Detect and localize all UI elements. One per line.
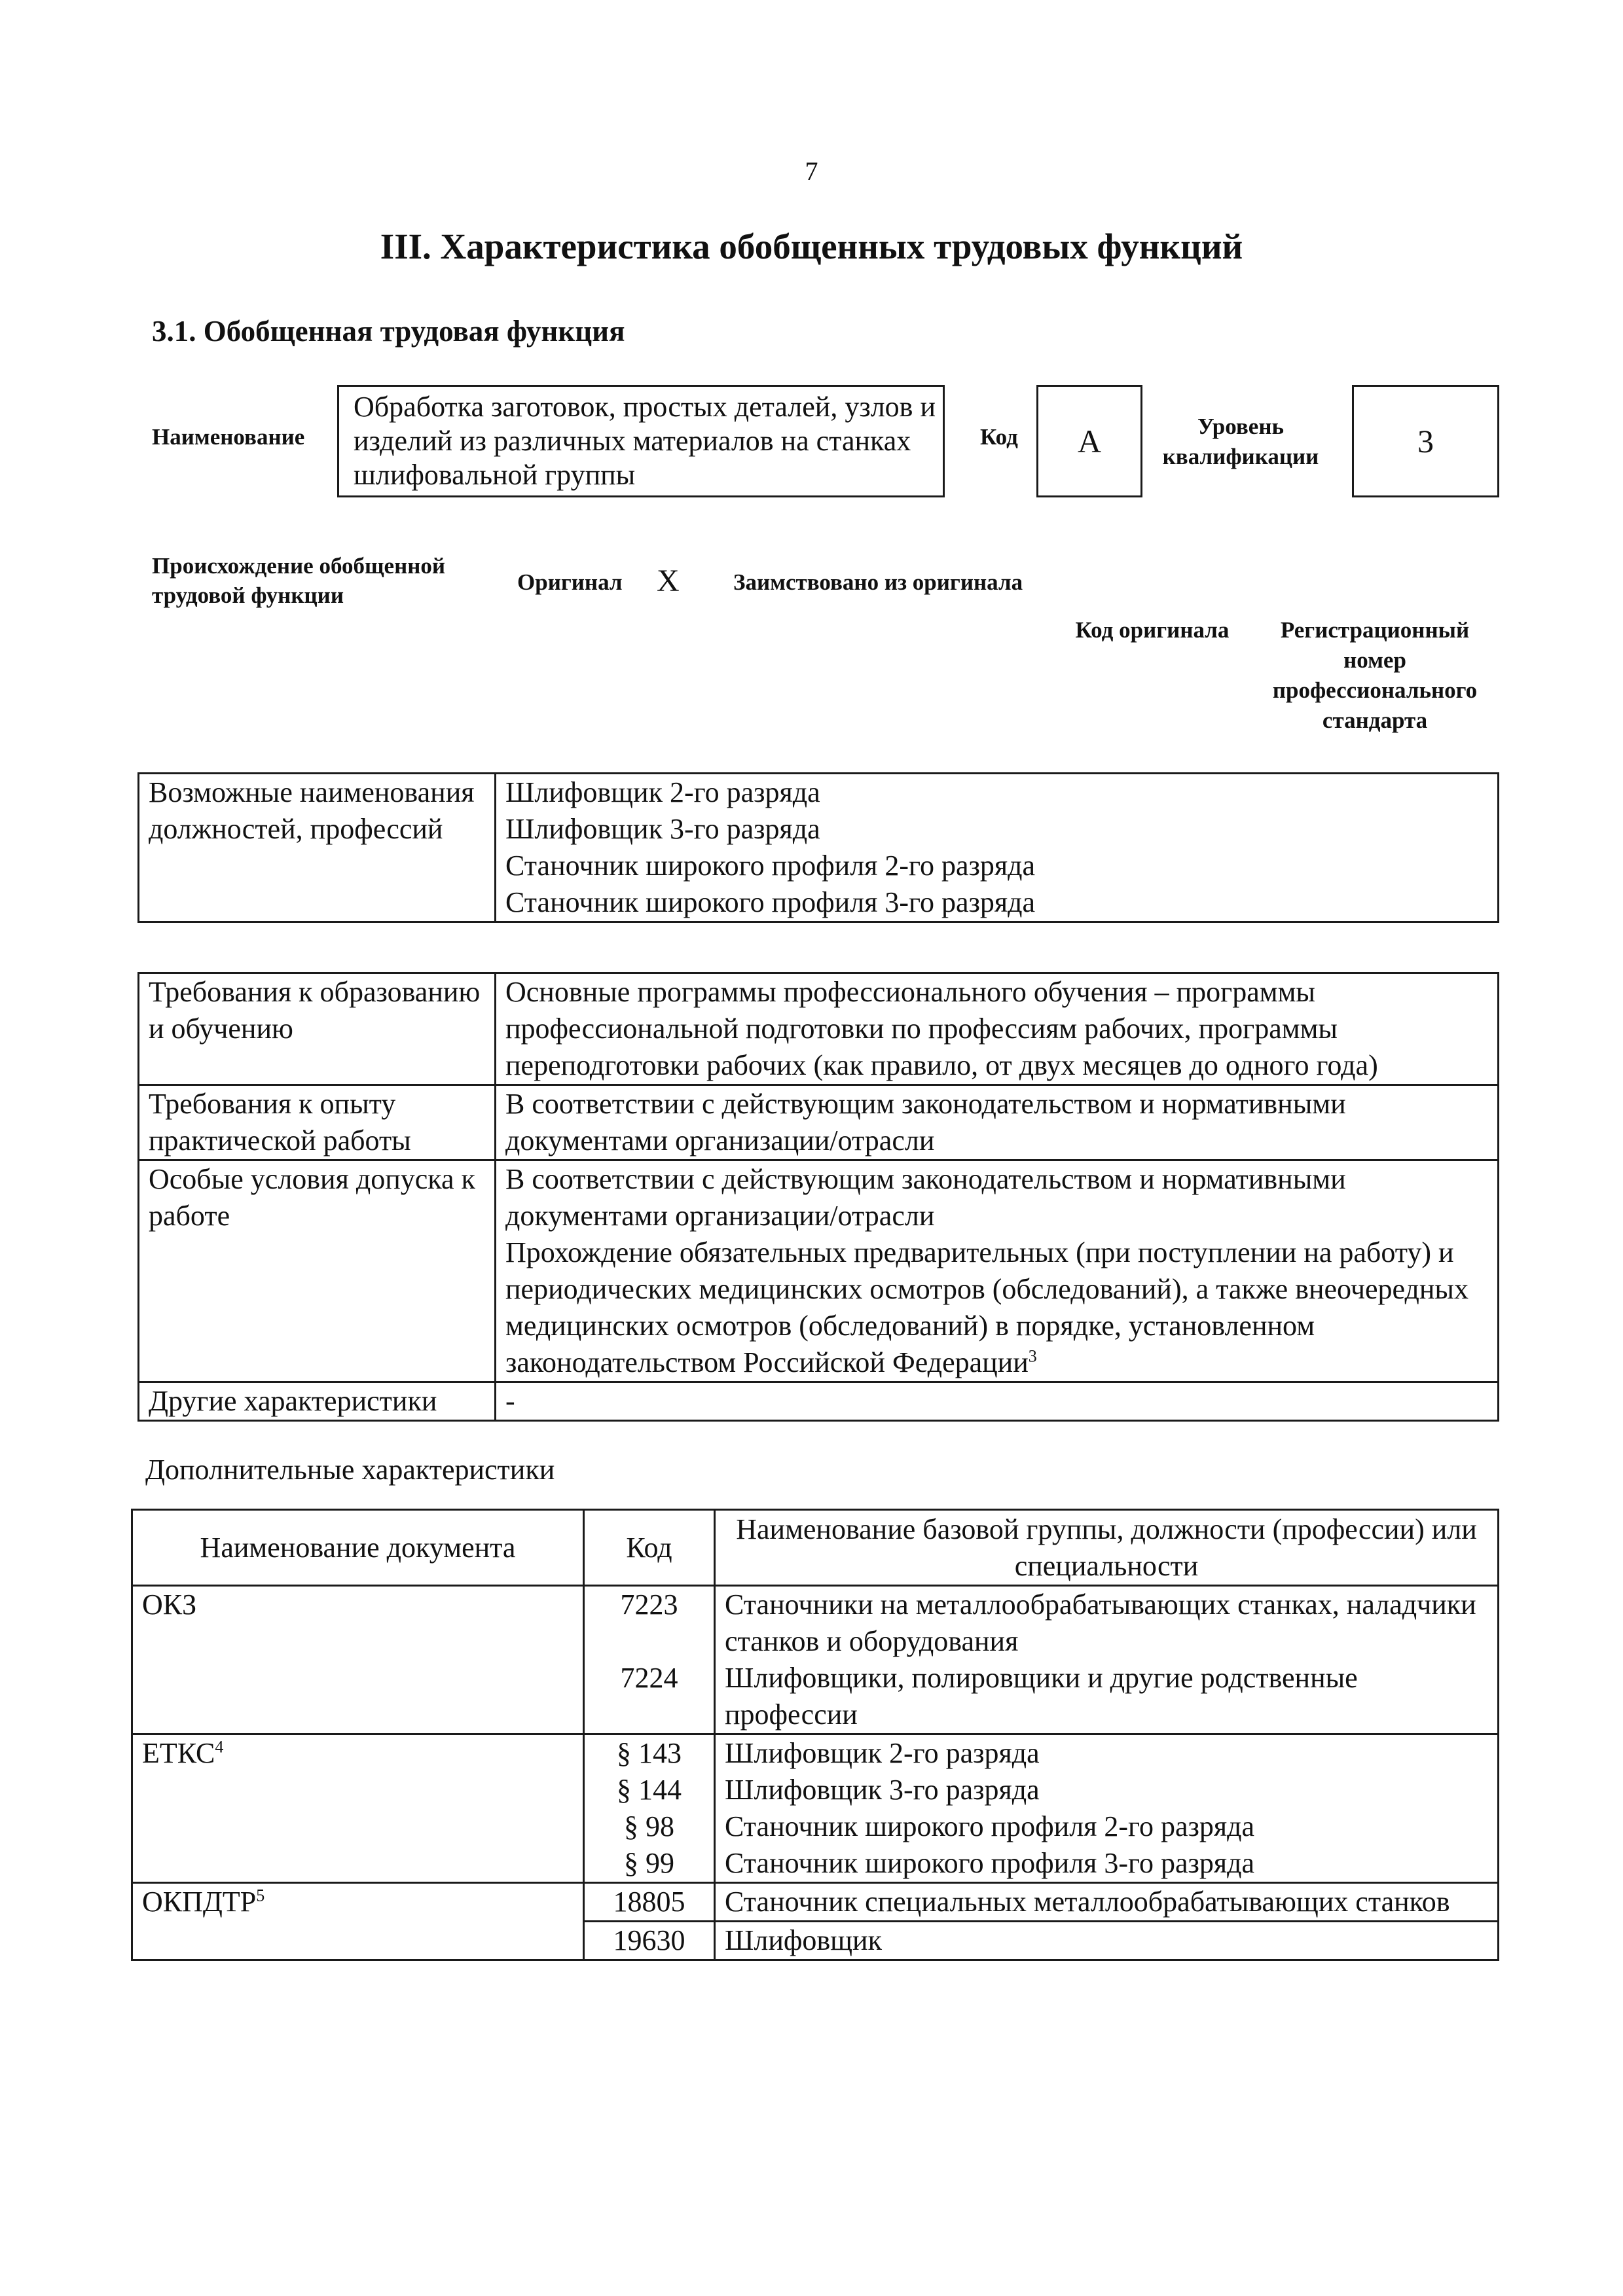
original-mark: Х	[657, 564, 680, 598]
name-cell: Шлифовщики, полировщики и другие родственные профессии	[725, 1662, 1358, 1731]
req-value-2-text: Прохождение обязательных предварительных (при поступлении на работу) и периодических медицинских осмотров (обследований), а также внеочередных медицинских осмотров (обследований) в порядке, установленном законодательством Российской Федерации	[505, 1236, 1468, 1378]
borrowed-label: Заимствовано из оригинала	[733, 569, 1023, 595]
level-value: 3	[1417, 423, 1434, 459]
req-label: Требования к опыту практической работы	[139, 1085, 496, 1160]
table-row	[139, 973, 1499, 1085]
req-value: Основные программы профессионального обучения – программы профессиональной подготовки по профессиям рабочих, программы переподготовки рабочих (как правило, от двух месяцев до одного года)	[496, 973, 1499, 1085]
name-cell: Шлифовщик 3-го разряда	[725, 1774, 1040, 1806]
table-row	[139, 1382, 1499, 1421]
okz-names	[715, 1586, 1499, 1734]
section-title: III. Характеристика обобщенных трудовых функций	[380, 226, 1243, 266]
name-cell: Станочник специальных металлообрабатывающих станков	[715, 1883, 1499, 1922]
table-row	[139, 1160, 1499, 1382]
name-value-box	[337, 385, 945, 497]
doc-okpdtr	[132, 1883, 584, 1960]
etks-codes	[584, 1734, 715, 1883]
code-cell: 18805	[584, 1883, 715, 1922]
original-label: Оригинал	[517, 569, 623, 595]
code-label: Код	[980, 424, 1018, 450]
code-value-box	[1036, 385, 1142, 497]
col-header-doc: Наименование документа	[132, 1510, 584, 1586]
doc-etks-text: ЕТКС	[142, 1737, 215, 1769]
table-row	[132, 1734, 1499, 1883]
code-cell: § 143	[617, 1737, 682, 1769]
footnote-ref: 4	[215, 1737, 224, 1757]
table-header-row	[132, 1510, 1499, 1586]
req-value-2	[505, 1234, 1488, 1381]
page-number: 7	[805, 156, 818, 186]
origin-label: Происхождение обобщенной трудовой функции	[152, 553, 446, 608]
table-row	[139, 1085, 1499, 1160]
code-value: А	[1077, 423, 1102, 459]
list-item: Шлифовщик 3-го разряда	[505, 813, 820, 845]
name-cell: Станочник широкого профиля 3-го разряда	[725, 1847, 1255, 1879]
table-row	[132, 1883, 1499, 1922]
footnote-ref: 3	[1028, 1346, 1037, 1366]
name-value: Обработка заготовок, простых деталей, узлов и изделий из различных материалов на станках шлифовальной группы	[354, 391, 936, 491]
list-item: Станочник широкого профиля 3-го разряда	[505, 886, 1036, 918]
reg-number-label: Регистрационный номер профессионального стандарта	[1272, 617, 1478, 733]
footnote-ref: 5	[256, 1886, 265, 1905]
doc-okz: ОКЗ	[132, 1586, 584, 1734]
subsection-title: 3.1. Обобщенная трудовая функция	[152, 315, 625, 348]
additional-table	[131, 1509, 1499, 1961]
positions-list	[496, 774, 1499, 922]
req-label: Особые условия допуска к работе	[139, 1160, 496, 1382]
code-cell: § 99	[624, 1847, 674, 1879]
code-original-label: Код оригинала	[1075, 617, 1230, 643]
etks-names	[715, 1734, 1499, 1883]
name-cell: Станочник широкого профиля 2-го разряда	[725, 1810, 1255, 1842]
doc-etks	[132, 1734, 584, 1883]
doc-okpdtr-text: ОКПДТР	[142, 1886, 257, 1918]
col-header-code: Код	[584, 1510, 715, 1586]
requirements-table	[137, 972, 1499, 1422]
list-item: Шлифовщик 2-го разряда	[505, 776, 820, 808]
code-cell: 7223	[620, 1588, 678, 1621]
name-cell: Шлифовщик	[715, 1922, 1499, 1960]
code-cell: 19630	[584, 1922, 715, 1960]
col-header-name: Наименование базовой группы, должности (профессии) или специальности	[715, 1510, 1499, 1586]
positions-label: Возможные наименования должностей, профессий	[139, 774, 496, 922]
additional-title: Дополнительные характеристики	[145, 1454, 555, 1486]
name-cell: Шлифовщик 2-го разряда	[725, 1737, 1040, 1769]
positions-table	[137, 772, 1499, 923]
code-cell: § 98	[624, 1810, 674, 1842]
req-value-multi	[496, 1160, 1499, 1382]
req-label: Другие характеристики	[139, 1382, 496, 1421]
code-cell: § 144	[617, 1774, 682, 1806]
level-value-box	[1352, 385, 1499, 497]
req-value: В соответствии с действующим законодательством и нормативными документами организации/отрасли	[505, 1163, 1346, 1232]
name-cell: Станочники на металлообрабатывающих станках, наладчики станков и оборудования	[725, 1588, 1476, 1657]
req-value: -	[496, 1382, 1499, 1421]
list-item: Станочник широкого профиля 2-го разряда	[505, 850, 1036, 882]
code-cell: 7224	[620, 1662, 678, 1694]
okz-codes	[584, 1586, 715, 1734]
req-label: Требования к образованию и обучению	[139, 973, 496, 1085]
table-row	[132, 1586, 1499, 1734]
name-label: Наименование	[152, 424, 305, 450]
level-label: Уровень квалификации	[1162, 414, 1319, 469]
req-value: В соответствии с действующим законодательством и нормативными документами организации/отрасли	[496, 1085, 1499, 1160]
